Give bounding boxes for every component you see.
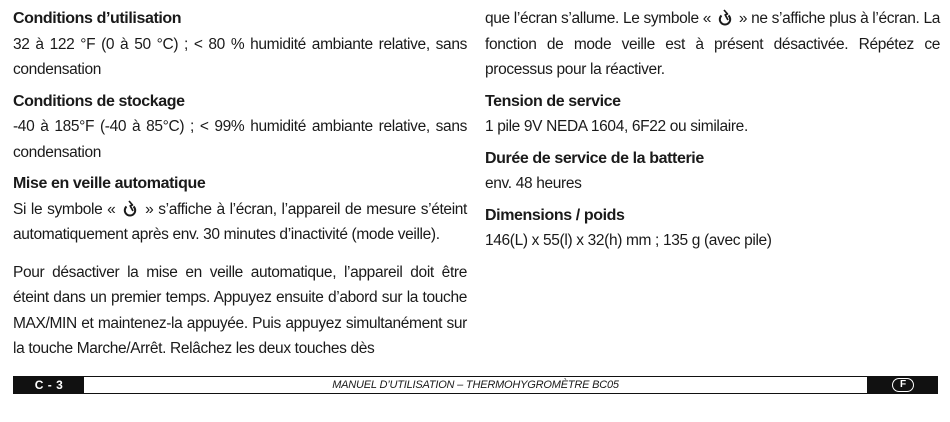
language-box xyxy=(867,377,937,393)
dimensions-heading: Dimensions / poids xyxy=(485,206,625,224)
storage-conditions-text: -40 à 185°F (-40 à 85°C) ; < 99% humidité ambiante relative, sans condensation xyxy=(13,118,467,161)
operating-conditions-heading: Conditions d’utilisation xyxy=(13,10,182,27)
auto-sleep-continuation xyxy=(485,6,940,83)
left-column xyxy=(13,6,467,362)
auto-power-off-icon xyxy=(717,8,733,26)
storage-conditions-heading: Conditions de stockage xyxy=(13,92,185,110)
page-number: C - 3 xyxy=(14,377,84,393)
language-badge: F xyxy=(892,378,914,392)
auto-sleep-paragraph-1 xyxy=(13,197,467,248)
continuation-text-b: » ne s’affiche plus à l’écran. La fonction de mode veille est à présent désactivée. Répétez ce processus pour la réactiver. xyxy=(485,10,940,78)
auto-power-off-icon xyxy=(122,199,138,217)
voltage-heading: Tension de service xyxy=(485,92,621,110)
battery-life-text: env. 48 heures xyxy=(485,175,582,192)
auto-sleep-text-b: » s’affiche à l’écran, l’appareil de mesure s’éteint automatiquement après env. 30 minutes d’inactivité (mode veille). xyxy=(13,200,468,243)
auto-sleep-heading: Mise en veille automatique xyxy=(13,175,206,192)
voltage-text: 1 pile 9V NEDA 1604, 6F22 ou similaire. xyxy=(485,118,748,135)
page-footer xyxy=(13,376,938,394)
continuation-text-a: que l’écran s’allume. Le symbole « xyxy=(485,10,715,27)
dimensions-text: 146(L) x 55(l) x 32(h) mm ; 135 g (avec pile) xyxy=(485,232,772,249)
operating-conditions-text: 32 à 122 °F (0 à 50 °C) ; < 80 % humidité ambiante relative, sans condensation xyxy=(13,35,467,78)
auto-sleep-text-a: Si le symbole « xyxy=(13,200,121,218)
battery-life-heading: Durée de service de la batterie xyxy=(485,149,704,167)
right-column xyxy=(485,6,940,254)
auto-sleep-paragraph-2: Pour désactiver la mise en veille automatique, l’appareil doit être éteint dans un premier temps. Appuyez ensuite d’abord sur la touche MAX/MIN et maintenez-la appuyée. Puis appuyez simultanément sur la touche Marche/Arrêt. Relâchez les deux touches dès xyxy=(13,263,467,357)
footer-title: MANUEL D’UTILISATION – THERMOHYGROMÈTRE BC05 xyxy=(332,379,619,391)
